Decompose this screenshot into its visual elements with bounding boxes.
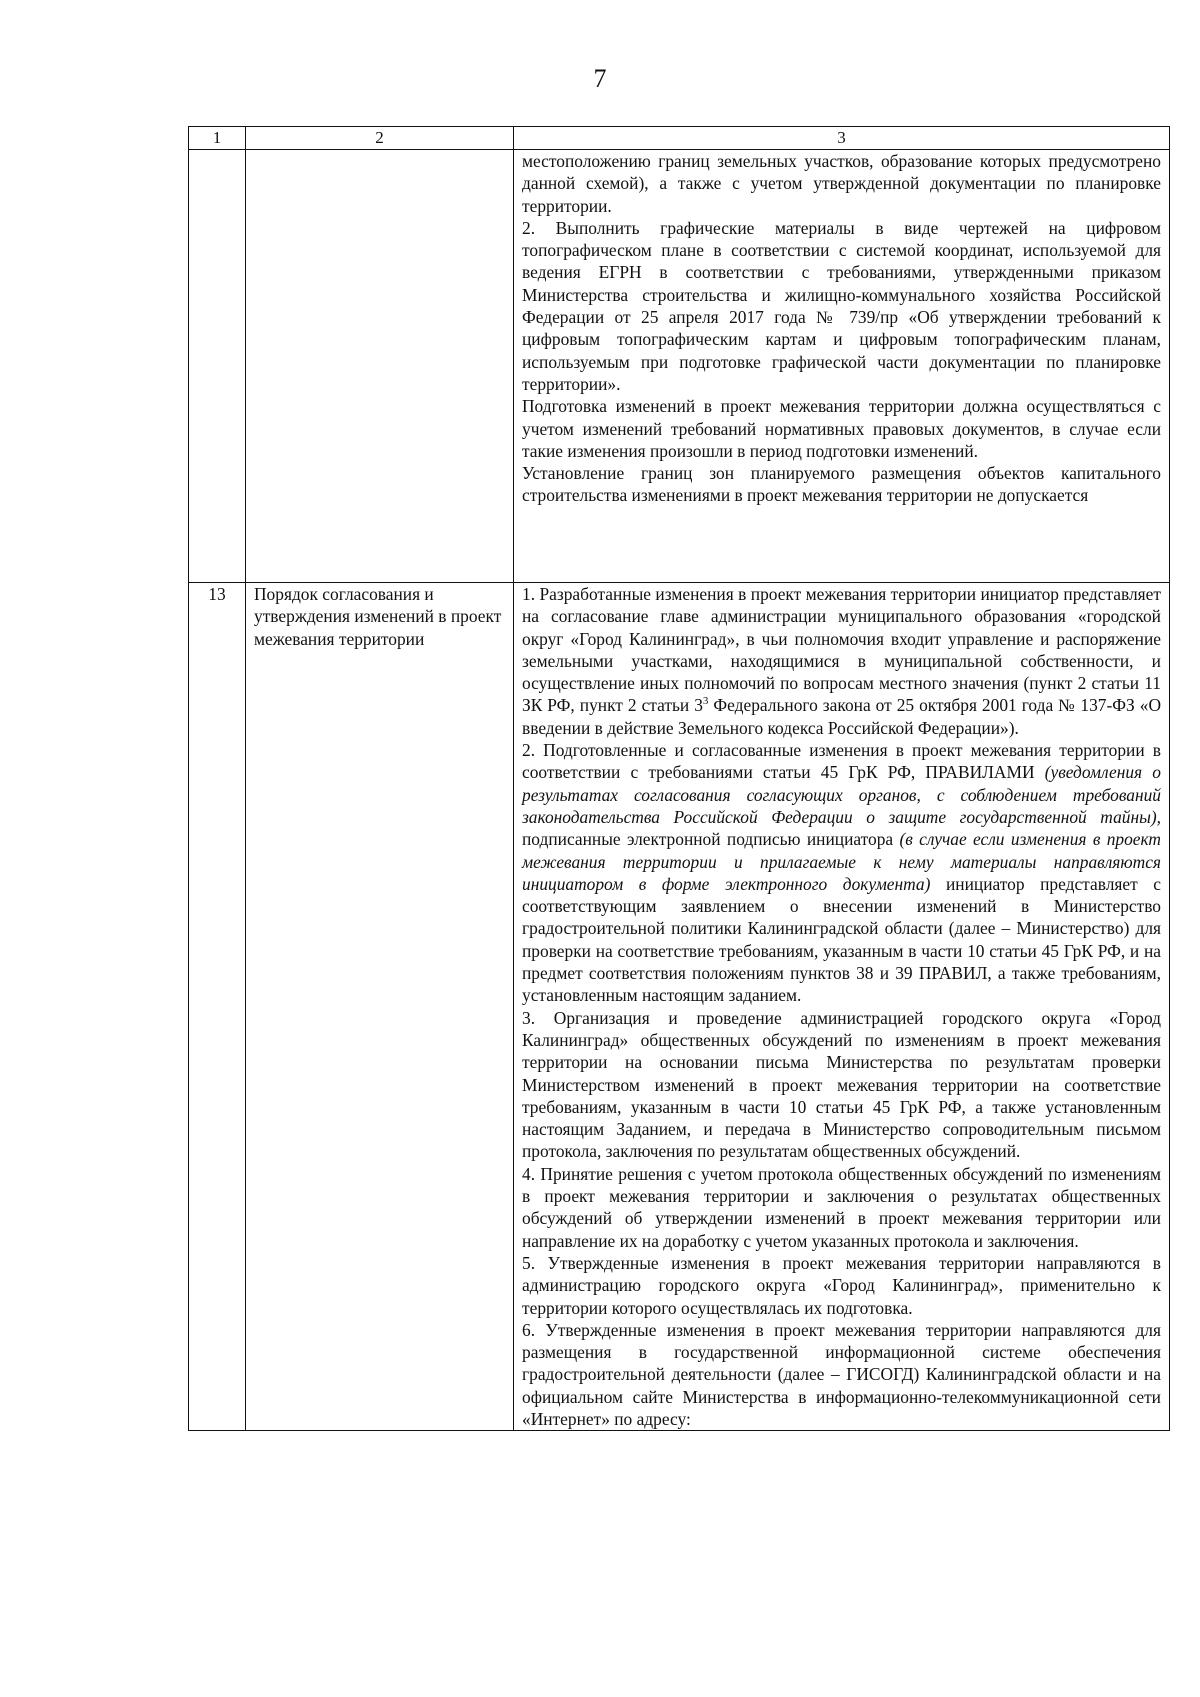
column-header-2: 2 [246, 127, 514, 150]
text-run: 1. Разработанные изменения в проект межевания территории инициатор представляет на согласование главе администрации муниципального образования «городской округ «Город Калининград», в чьи полномочия входит управление и распоряжение земельными участками, находящимися в муниципальной собственности, и осуществление иных полномочий по вопросам местного значения (пункт 2 статьи 11 ЗК РФ, пункт 2 статьи 3 [522, 584, 1161, 716]
row-name-cell [246, 150, 514, 583]
italic-text: (уведомления о результатах согласования согласующих органов, с соблюдением требований законодательства Российской Федерации о защите государственной тайны), [522, 762, 1161, 827]
paragraph-2 [522, 739, 1161, 1007]
text-run: подписанные электронной подписью инициатора [522, 829, 900, 850]
text-run: инициатор представляет с соответствующим заявлением о внесении изменений в Министерство градостроительной политики Калининградской области (далее – Министерство) для проверки на соответствие требованиям, указанным в части 10 статьи 45 ГрК РФ, и на предмет соответствия положениям пунктов 38 и 39 ПРАВИЛ, а также требованиям, установленным настоящим заданием. [522, 873, 1161, 1006]
row-content-cell [514, 150, 1170, 583]
paragraph-4: 4. Принятие решения с учетом протокола общественных обсуждений по изменениям в проект межевания территории и заключения о результатах общественных обсуждений об утверждении изменений в проект межевания территории или направление их на доработку с учетом указанных протокола и заключения. [522, 1163, 1161, 1251]
table-row-13 [189, 583, 1170, 1431]
row-content-cell [514, 583, 1170, 1431]
paragraph: Установление границ зон планируемого размещения объектов капитального строительства изменениями в проект межевания территории не допускается [522, 463, 1161, 506]
text-run: Федерального закона от 25 октября 2001 года № 137-ФЗ «О введении в действие Земельного кодекса Российской Федерации»). [522, 695, 1161, 738]
table-header-row [189, 127, 1170, 150]
paragraph: местоположению границ земельных участков, образование которых предусмотрено данной схемой), а также с учетом утвержденной документации по планировке территории. [522, 151, 1161, 216]
italic-text: (в случае если изменения в проект межевания территории и прилагаемые к нему материалы направляются инициатором в форме электронного документа) [522, 829, 1161, 894]
requirements-table [188, 126, 1170, 1431]
row-number-cell [189, 150, 246, 583]
superscript: 3 [702, 695, 709, 708]
paragraph-3: 3. Организация и проведение администрацией городского округа «Город Калининград» общественных обсуждений по изменениям в проект межевания территории на основании письма Министерства по результатам проверки Министерством изменений в проект межевания территории на соответствие требованиям, указанным в части 10 статьи 45 ГрК РФ, а также установленным настоящим Заданием, и передача в Министерство сопроводительным письмом протокола, заключения по результатам общественных обсуждений. [522, 1007, 1161, 1162]
paragraph-5: 5. Утвержденные изменения в проект межевания территории направляются в администрацию городского округа «Город Калининград», применительно к территории которого осуществлялась их подготовка. [522, 1252, 1161, 1318]
paragraph-1 [522, 583, 1161, 739]
table-row-continued [189, 150, 1170, 583]
column-header-3: 3 [514, 127, 1170, 150]
paragraph: 2. Выполнить графические материалы в виде чертежей на цифровом топографическом плане в соответствии с системой координат, используемой для ведения ЕГРН в соответствии с требованиями, утвержденными приказом Министерства строительства и жилищно-коммунального хозяйства Российской Федерации от 25 апреля 2017 года № 739/пр «Об утверждении требований к цифровым топографическим картам и цифровым топографическим планам, используемым при подготовке графической части документации по планировке территории». [522, 217, 1161, 394]
page-number: 7 [593, 64, 607, 93]
row-name-cell: Порядок согласования и утверждения изменений в проект межевания территории [246, 583, 514, 1431]
row-number-cell: 13 [189, 583, 246, 1431]
column-header-1: 1 [189, 127, 246, 150]
paragraph-6: 6. Утвержденные изменения в проект межевания территории направляются для размещения в государственной информационной системе обеспечения градостроительной деятельности (далее – ГИСОГД) Калининградской области и на официальном сайте Министерства в информационно-телекоммуникационной сети «Интернет» по адресу: [522, 1319, 1161, 1429]
paragraph: Подготовка изменений в проект межевания территории должна осуществляться с учетом изменений требований нормативных правовых документов, в случае если такие изменения произошли в период подготовки изменений. [522, 396, 1161, 461]
text-run: 2. Подготовленные и согласованные изменения в проект межевания территории в соответствии с требованиями статьи 45 ГрК РФ, ПРАВИЛАМИ [522, 740, 1161, 783]
